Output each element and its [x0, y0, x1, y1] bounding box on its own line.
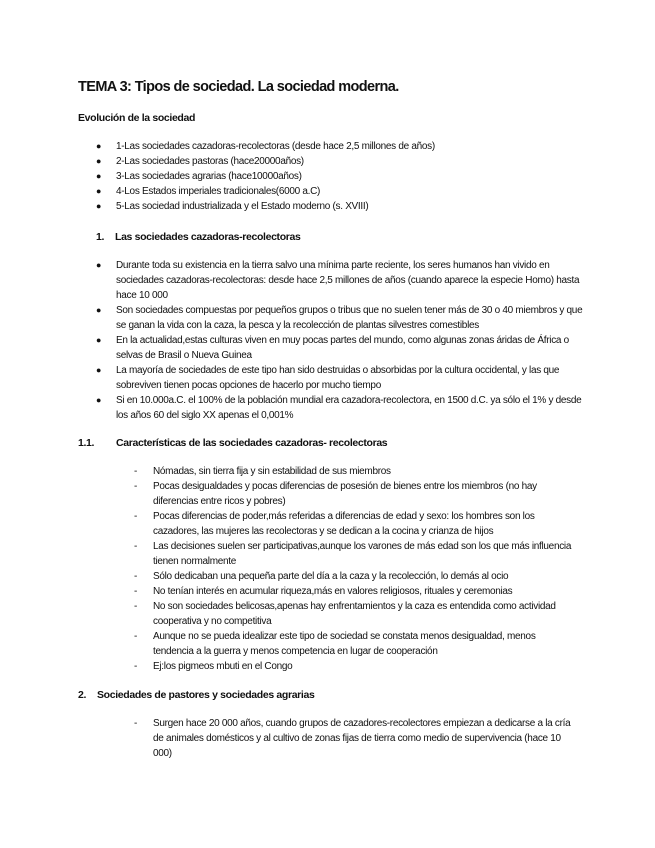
- list-item: ● 5-Las sociedad industrializada y el Estado moderno (s. XVIII): [96, 201, 369, 212]
- list-item: ● En la actualidad,estas culturas viven en muy pocas partes del mundo, como algunas zonas áridas de África o selvas de Brasil o Nueva Guinea: [96, 335, 569, 361]
- section-title: Sociedades de pastores y sociedades agrarias: [97, 689, 315, 701]
- dash-marker: -: [134, 586, 138, 597]
- bullet-icon: ●: [96, 201, 102, 211]
- dash-marker: -: [134, 631, 138, 642]
- list-item: ● 1-Las sociedades cazadoras-recolectoras (desde hace 2,5 millones de años): [96, 141, 435, 152]
- list-item: ● Si en 10.000a.C. el 100% de la población mundial era cazadora-recolectora, en 1500 d.C. ya sólo el 1% y desde los años 60 del siglo XX apenas el 0,001%: [96, 395, 582, 421]
- evolution-heading: Evolución de la sociedad: [78, 112, 196, 124]
- page-title: TEMA 3: Tipos de sociedad. La sociedad moderna.: [78, 79, 399, 95]
- dash-marker: -: [134, 661, 138, 672]
- dash-marker: -: [134, 718, 138, 729]
- list-item: ● 3-Las sociedades agrarias (hace10000años): [96, 171, 302, 182]
- dash-marker: -: [134, 541, 138, 552]
- section-2-list: [134, 716, 574, 761]
- list-item: ● La mayoría de sociedades de este tipo han sido destruidas o absorbidas por la cultura occidental, y las que sobreviven tienen pocas opciones de hacerlo por mucho tiempo: [96, 365, 560, 391]
- list-item: - No son sociedades belicosas,apenas hay enfrentamientos y la caza es entendida como actividad cooperativa y no competitiva: [134, 601, 556, 627]
- list-item: ● Durante toda su existencia en la tierra salvo una mínima parte reciente, los seres humanos han vivido en sociedades cazadoras-recolectoras: desde hace 2,5 millones de años (cuando aparece la especie Homo) hasta hace 10 000: [96, 260, 580, 301]
- bullet-icon: ●: [96, 395, 102, 405]
- bullet-icon: ●: [96, 156, 102, 166]
- bullet-icon: ●: [96, 335, 102, 345]
- list-item: - Las decisiones suelen ser participativas,aunque los varones de más edad son los que más influencia tienen normalmente: [134, 541, 572, 567]
- section-title: Las sociedades cazadoras-recolectoras: [115, 231, 301, 243]
- list-item: - No tenían interés en acumular riqueza,más en valores religiosos, rituales y ceremonias: [134, 586, 513, 597]
- list-item: - Surgen hace 20 000 años, cuando grupos de cazadores-recolectores empiezan a dedicarse a la cría de animales domésticos y al cultivo de zonas fijas de tierra como medio de supervivencia (hace 10 000): [134, 718, 571, 759]
- list-item: - Aunque no se pueda idealizar este tipo de sociedad se constata menos desigualdad, menos tendencia a la guerra y menos competencia en lugar de cooperación: [134, 631, 536, 657]
- dash-marker: -: [134, 511, 138, 522]
- bullet-icon: ●: [96, 186, 102, 196]
- section-1-list: [96, 258, 586, 423]
- dash-marker: -: [134, 571, 138, 582]
- bullet-icon: ●: [96, 260, 102, 270]
- dash-marker: -: [134, 466, 138, 477]
- bullet-icon: ●: [96, 365, 102, 375]
- section-title: Características de las sociedades cazadoras- recolectoras: [116, 437, 388, 449]
- list-item: - Ej:los pigmeos mbuti en el Congo: [134, 661, 293, 672]
- list-item: - Pocas diferencias de poder,más referidas a diferencias de edad y sexo: los hombres son los cazadores, las mujeres las recolectoras y se dedican a la cocina y crianza de hijos: [134, 511, 535, 537]
- dash-marker: -: [134, 601, 138, 612]
- list-item: ● 4-Los Estados imperiales tradicionales(6000 a.C): [96, 186, 321, 197]
- section-number: 1.: [96, 231, 105, 243]
- section-number: 2.: [78, 689, 87, 701]
- list-item: ● Son sociedades compuestas por pequeños grupos o tribus que no suelen tener más de 30 o 40 miembros y que se ganan la vida con la caza, la pesca y la recolección de plantas silvestres comestibles: [96, 305, 583, 331]
- list-item: ● 2-Las sociedades pastoras (hace20000años): [96, 156, 304, 167]
- evolution-list: [96, 139, 576, 214]
- bullet-icon: ●: [96, 141, 102, 151]
- list-item: - Sólo dedicaban una pequeña parte del día a la caza y la recolección, lo demás al ocio: [134, 571, 509, 582]
- section-1-1-list: [134, 464, 574, 674]
- list-item: - Pocas desigualdades y pocas diferencias de posesión de bienes entre los miembros (no hay diferencias entre ricos y pobres): [134, 481, 537, 507]
- list-item: - Nómadas, sin tierra fija y sin estabilidad de sus miembros: [134, 466, 391, 477]
- bullet-icon: ●: [96, 171, 102, 181]
- section-number: 1.1.: [78, 437, 95, 449]
- bullet-icon: ●: [96, 305, 102, 315]
- dash-marker: -: [134, 481, 138, 492]
